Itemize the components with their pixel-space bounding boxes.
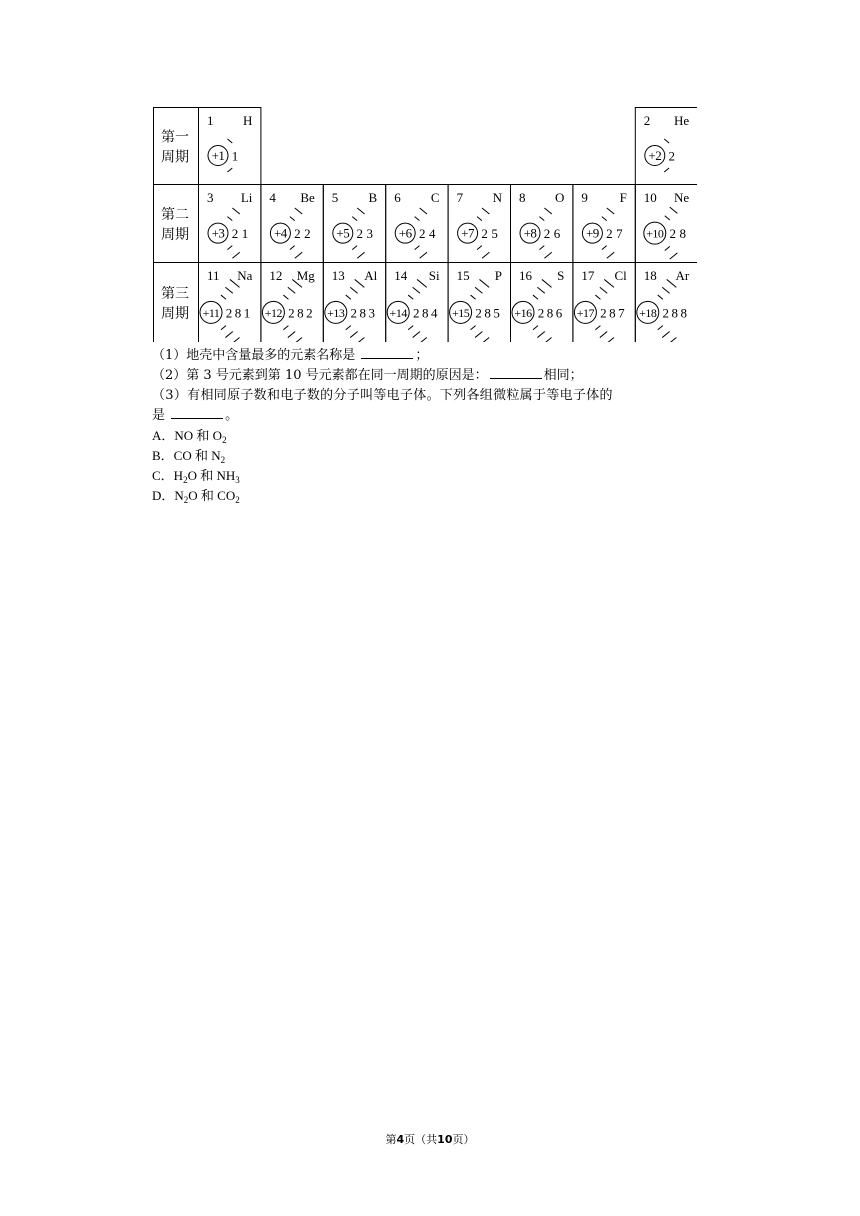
shell-electron-count: 4 (430, 305, 438, 321)
atomic-number: 16 (519, 268, 532, 283)
electron-shell-arc-upper (227, 217, 232, 221)
question-1-end: ； (415, 348, 429, 363)
question-2-end: 相同； (543, 368, 583, 383)
electron-shell-arc-upper (288, 287, 295, 293)
electron-shell-arc-lower (288, 332, 295, 338)
electron-shell-arc-upper (352, 217, 357, 221)
electron-shell-arc-upper (227, 139, 232, 143)
element-symbol: Al (364, 268, 378, 283)
electron-shell-arc-upper (408, 295, 413, 299)
electron-shell-arc-lower (482, 252, 489, 258)
nucleus-charge: +17 (576, 305, 595, 320)
shell-electron-count: 2 (418, 226, 426, 242)
period-label-line-2: 周期 (161, 227, 189, 243)
electron-shell-arc-lower (352, 246, 357, 250)
option-text: CO 和 N (173, 448, 221, 463)
shell-electron-count: 2 (356, 226, 364, 242)
shell-electron-count: 3 (366, 226, 374, 242)
nucleus-charge: +15 (451, 305, 470, 320)
atomic-number: 13 (331, 268, 345, 283)
nucleus-charge: +6 (398, 225, 412, 241)
shell-electron-count: 7 (616, 226, 623, 242)
nucleus-charge: +2 (648, 148, 662, 164)
electron-shell-arc-upper (662, 287, 669, 293)
electron-shell-arc-upper (539, 217, 544, 221)
electron-shell-arc-lower (413, 332, 420, 338)
option-letter: D． (152, 488, 175, 503)
shell-electron-count: 2 (350, 305, 358, 321)
electron-shell-arc-upper (607, 208, 614, 214)
nucleus-charge: +18 (639, 305, 657, 320)
option-subscript: 2 (183, 495, 189, 505)
electron-shell-arc-lower (420, 252, 427, 258)
atomic-number: 6 (394, 190, 401, 205)
electron-shell-arc-lower (475, 332, 482, 338)
electron-shell-arc-lower (415, 246, 420, 250)
electron-shell-arc-lower (662, 332, 669, 338)
electron-shell-arc-upper (670, 207, 678, 213)
nucleus-charge: +7 (461, 225, 475, 241)
period-label-line-2: 周期 (161, 306, 189, 322)
shell-electron-count: 8 (671, 305, 679, 321)
footer-mid: 页（共 (404, 1133, 438, 1146)
electron-shell-arc-lower (357, 252, 364, 258)
electron-shell-arc-lower (477, 246, 482, 250)
electron-shell-arc-lower (664, 168, 669, 172)
question-2-text: （2）第 3 号元素到第 10 号元素都在同一周期的原因是： (152, 368, 488, 383)
shell-electron-count: 3 (368, 305, 376, 321)
shell-electron-count: 2 (662, 305, 670, 321)
period-label-line-2: 周期 (161, 149, 189, 166)
element-symbol: S (557, 268, 565, 283)
electron-shell-arc-upper (544, 208, 551, 214)
shell-electron-count: 2 (669, 226, 677, 242)
option-subscript: 3 (235, 475, 240, 485)
electron-shell-arc-upper (232, 208, 239, 214)
option-c[interactable] (152, 466, 240, 485)
nucleus-charge: +9 (585, 225, 599, 241)
electron-shell-arc-upper (350, 287, 357, 293)
element-symbol: N (492, 190, 502, 205)
option-letter: B． (152, 448, 174, 463)
atomic-number: 17 (581, 268, 595, 283)
element-symbol: O (555, 190, 565, 205)
shell-electron-count: 6 (555, 305, 563, 321)
periodic-table-excerpt (153, 107, 697, 342)
atomic-number: 4 (269, 190, 276, 205)
electron-shell-arc-upper (283, 295, 288, 299)
shell-electron-count: 8 (421, 305, 429, 321)
electron-shell-arc-lower (417, 337, 427, 342)
electron-shell-arc-upper (665, 216, 670, 220)
element-symbol: P (494, 268, 502, 283)
element-symbol: Si (428, 268, 440, 283)
electron-shell-arc-upper (355, 279, 365, 287)
electron-shell-arc-lower (670, 253, 678, 259)
electron-shell-arc-upper (346, 295, 351, 299)
nucleus-charge: +8 (523, 225, 537, 241)
electron-shell-arc-upper (537, 287, 544, 293)
answer-blank-3[interactable] (171, 406, 223, 419)
electron-shell-arc-upper (221, 295, 226, 299)
electron-shell-arc-lower (542, 337, 552, 342)
electron-shell-arc-lower (600, 332, 607, 338)
nucleus-charge: +14 (389, 305, 407, 320)
element-symbol: C (430, 190, 440, 205)
electron-shell-arc-lower (355, 337, 365, 342)
element-symbol: He (674, 113, 690, 128)
shell-electron-count: 2 (304, 226, 311, 242)
option-subscript: 2 (222, 435, 227, 445)
electron-shell-arc-upper (415, 217, 420, 221)
period-label-cell (154, 108, 199, 185)
shell-electron-count: 2 (537, 305, 545, 321)
electron-shell-arc-lower (350, 332, 357, 338)
element-symbol: Ne (674, 190, 690, 205)
electron-shell-arc-upper (602, 217, 607, 221)
element-symbol: B (368, 190, 378, 205)
shell-electron-count: 2 (412, 305, 420, 321)
option-subscript: 2 (235, 495, 240, 505)
question-3-line-1 (152, 386, 712, 405)
option-subscript: 2 (220, 455, 226, 465)
atomic-number: 11 (207, 268, 220, 283)
footer-total-pages: 10 (437, 1133, 453, 1146)
shell-electron-count: 1 (241, 226, 249, 242)
electron-shell-arc-lower (295, 252, 302, 258)
electron-shell-arc-upper (482, 208, 489, 214)
electron-shell-arc-upper (420, 208, 427, 214)
electron-shell-arc-upper (542, 279, 552, 287)
electron-shell-arc-upper (417, 279, 427, 287)
atomic-number: 14 (394, 268, 408, 283)
nucleus-charge: +11 (202, 305, 220, 320)
shell-electron-count: 7 (618, 305, 625, 321)
electron-shell-arc-lower (227, 168, 232, 172)
question-2 (152, 366, 712, 385)
shell-electron-count: 2 (668, 148, 676, 164)
period-label-cell (154, 185, 199, 263)
atomic-number: 2 (643, 113, 651, 128)
electron-shell-arc-upper (475, 287, 482, 293)
option-letter: C． (152, 468, 174, 483)
footer-page-number: 4 (396, 1133, 405, 1146)
element-symbol: F (619, 190, 627, 205)
shell-electron-count: 8 (680, 305, 688, 321)
atomic-number: 3 (207, 190, 214, 205)
option-text: O 和 NH (187, 468, 236, 483)
atomic-number: 7 (456, 190, 464, 205)
nucleus-charge: +13 (327, 305, 345, 320)
electron-shell-arc-lower (227, 246, 232, 250)
electron-shell-arc-lower (604, 337, 614, 342)
footer-prefix: 第 (385, 1133, 397, 1146)
electron-shell-arc-lower (539, 246, 544, 250)
element-symbol: Li (240, 190, 253, 205)
nucleus-charge: +12 (264, 305, 283, 320)
page-footer (0, 1131, 860, 1147)
electron-shell-arc-upper (225, 287, 232, 293)
answer-blank-1[interactable] (361, 346, 413, 359)
electron-shell-arc-upper (290, 217, 295, 221)
electron-shell-arc-lower (292, 337, 302, 342)
electron-shell-arc-upper (295, 208, 302, 214)
electron-shell-arc-upper (664, 139, 669, 143)
electron-shell-arc-lower (480, 337, 490, 342)
answer-blank-2[interactable] (490, 366, 542, 379)
option-text: H (173, 468, 184, 483)
question-3-text: （3）有相同原子数和电子数的分子叫等电子体。下列各组微粒属于等电子体的 (152, 388, 613, 403)
period-label-line-1: 第三 (161, 286, 189, 302)
element-symbol: Na (237, 268, 253, 283)
period-label-line-1: 第二 (161, 207, 189, 223)
electron-shell-arc-upper (658, 295, 663, 299)
question-1 (152, 346, 712, 365)
nucleus-charge: +10 (646, 226, 664, 241)
element-symbol: H (243, 113, 253, 128)
atomic-number: 9 (581, 190, 588, 205)
option-text: O 和 CO (188, 488, 236, 503)
nucleus-charge: +4 (273, 225, 287, 241)
electron-shell-arc-upper (477, 217, 482, 221)
option-letter: A． (152, 428, 175, 443)
question-1-text: （1）地壳中含量最多的元素名称是 (152, 348, 360, 363)
element-symbol: Ar (675, 268, 690, 283)
option-d[interactable] (152, 486, 240, 505)
atomic-number: 10 (643, 190, 657, 205)
option-text: NO 和 O (174, 428, 223, 443)
atomic-number: 12 (269, 268, 283, 283)
option-subscript: 2 (183, 475, 188, 485)
period-label-cell (154, 263, 199, 343)
shell-electron-count: 5 (493, 305, 500, 321)
electron-shell-arc-lower (544, 252, 551, 258)
nucleus-charge: +3 (211, 225, 225, 241)
electron-shell-arc-lower (537, 332, 544, 338)
shell-electron-count: 5 (491, 226, 498, 242)
option-a[interactable] (152, 426, 227, 445)
nucleus-charge: +16 (514, 305, 532, 320)
electron-shell-arc-lower (595, 326, 600, 330)
electron-shell-arc-lower (346, 326, 351, 330)
electron-shell-arc-upper (604, 279, 614, 287)
electron-shell-arc-lower (283, 326, 288, 330)
electron-shell-arc-upper (413, 287, 420, 293)
element-symbol: Be (300, 190, 315, 205)
electron-shell-arc-upper (471, 295, 476, 299)
question-3-line-2 (152, 406, 712, 425)
shell-electron-count: 8 (234, 305, 242, 321)
shell-electron-count: 2 (606, 226, 613, 242)
electron-shell-arc-lower (408, 326, 413, 330)
shell-electron-count: 2 (475, 305, 482, 321)
shell-electron-count: 8 (679, 226, 687, 242)
electron-shell-arc-upper (595, 295, 600, 299)
shell-electron-count: 2 (543, 226, 551, 242)
periodic-table-svg (153, 107, 697, 342)
shell-electron-count: 8 (546, 305, 554, 321)
question-3-end: 。 (225, 408, 239, 423)
electron-shell-arc-lower (225, 332, 232, 338)
shell-electron-count: 8 (609, 305, 616, 321)
element-symbol: Mg (296, 268, 315, 283)
shell-electron-count: 8 (484, 305, 491, 321)
shell-electron-count: 1 (231, 148, 239, 164)
shell-electron-count: 2 (294, 226, 301, 242)
shell-electron-count: 2 (225, 305, 233, 321)
electron-shell-arc-upper (533, 295, 538, 299)
electron-shell-arc-lower (607, 252, 614, 258)
electron-shell-arc-upper (600, 287, 607, 293)
electron-shell-arc-lower (290, 246, 295, 250)
option-b[interactable] (152, 446, 225, 465)
shell-electron-count: 6 (553, 226, 561, 242)
shell-electron-count: 8 (297, 305, 304, 321)
shell-electron-count: 4 (428, 226, 436, 242)
electron-shell-arc-upper (357, 208, 364, 214)
shell-electron-count: 8 (359, 305, 367, 321)
atomic-number: 5 (331, 190, 339, 205)
atomic-number: 15 (456, 268, 470, 283)
period-label-line-1: 第一 (161, 129, 189, 146)
electron-shell-arc-lower (533, 326, 538, 330)
shell-electron-count: 2 (288, 305, 295, 321)
nucleus-charge: +1 (211, 148, 225, 164)
element-symbol: Cl (614, 268, 627, 283)
atomic-number: 1 (207, 113, 214, 128)
electron-shell-arc-lower (230, 337, 240, 342)
atomic-number: 18 (643, 268, 657, 283)
shell-electron-count: 2 (306, 305, 313, 321)
electron-shell-arc-lower (602, 246, 607, 250)
shell-electron-count: 2 (600, 305, 607, 321)
atomic-number: 8 (519, 190, 526, 205)
electron-shell-arc-upper (480, 279, 490, 287)
nucleus-charge: +5 (336, 225, 350, 241)
option-text: N (174, 488, 184, 503)
electron-shell-arc-lower (667, 337, 677, 342)
question-3-text-2: 是 (152, 408, 170, 423)
electron-shell-arc-lower (665, 246, 670, 250)
shell-electron-count: 2 (231, 226, 239, 242)
shell-electron-count: 1 (243, 305, 251, 321)
electron-shell-arc-lower (221, 326, 226, 330)
footer-suffix: 页） (452, 1133, 475, 1146)
electron-shell-arc-lower (658, 326, 663, 330)
electron-shell-arc-lower (232, 252, 239, 258)
shell-electron-count: 2 (481, 226, 488, 242)
electron-shell-arc-lower (471, 326, 476, 330)
